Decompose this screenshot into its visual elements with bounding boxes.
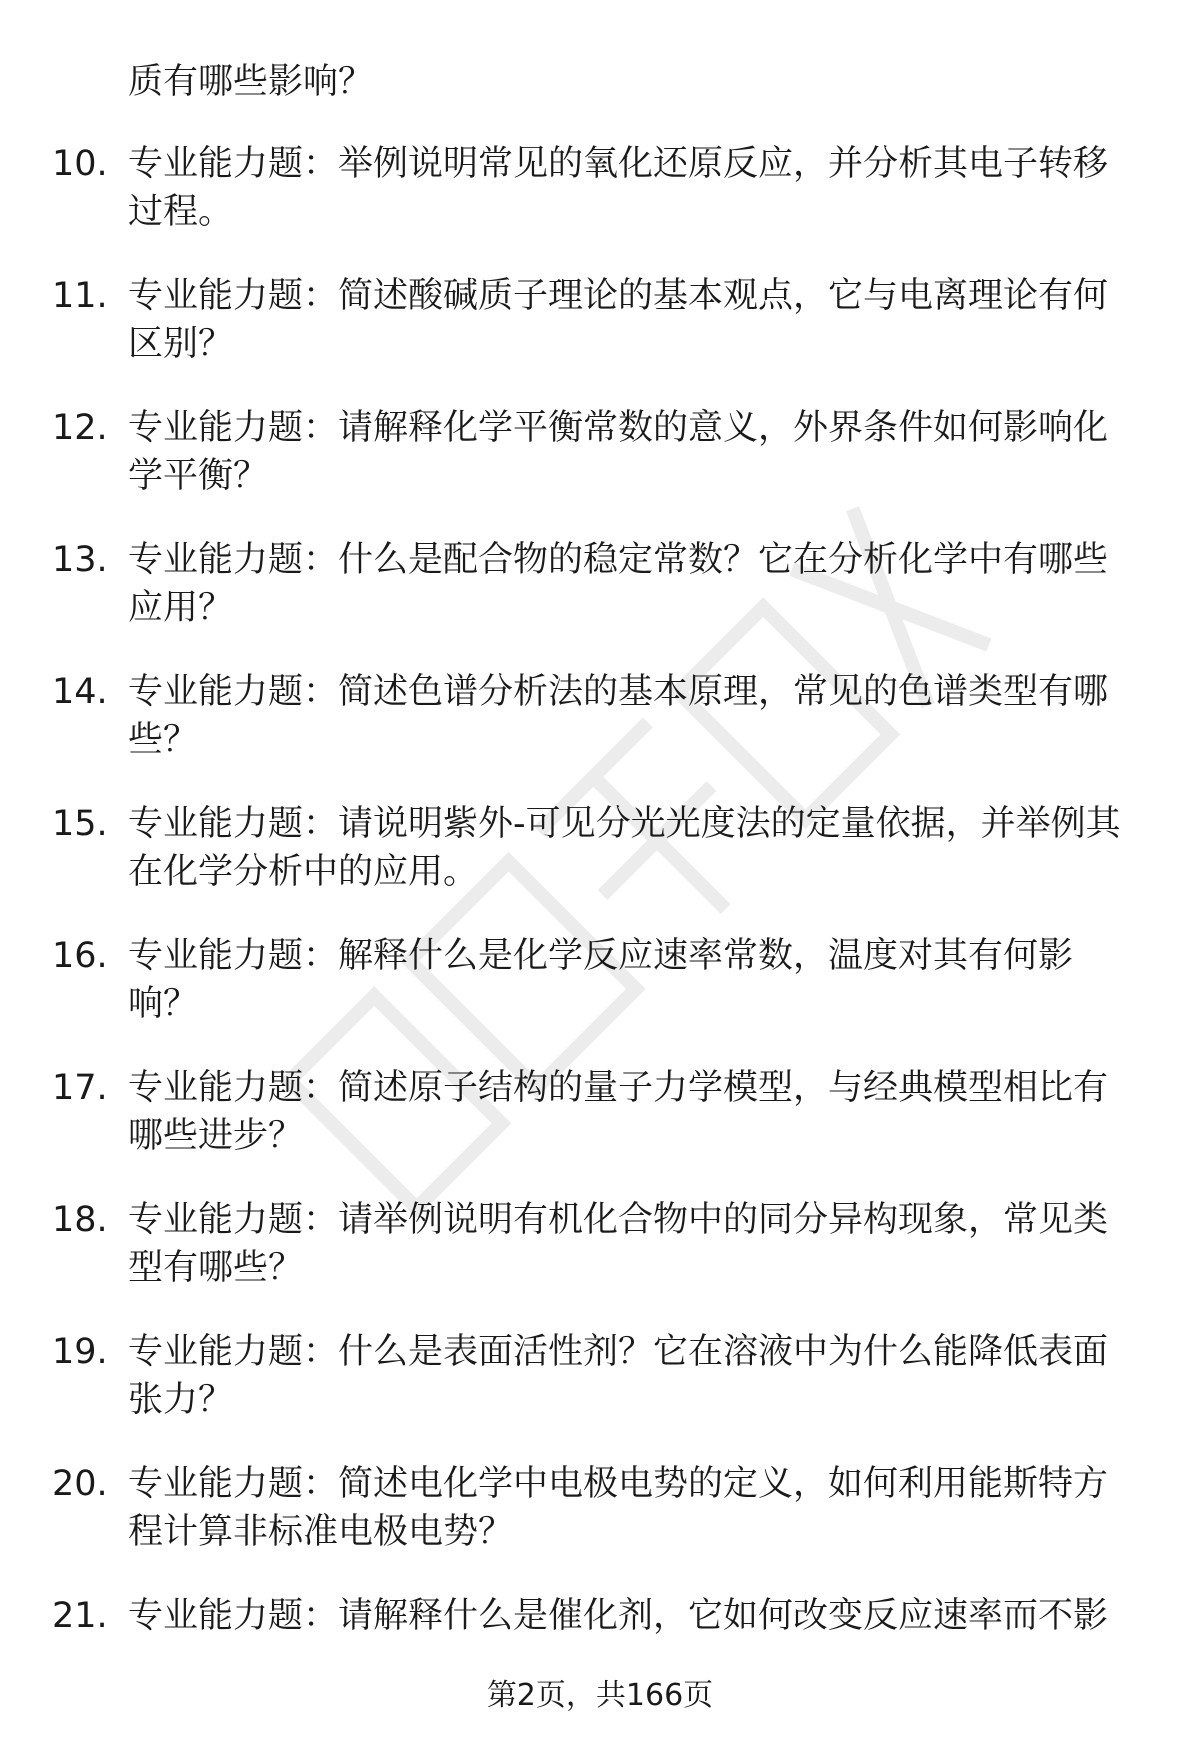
question-text (128, 1196, 1158, 1292)
question-list (0, 140, 1200, 1724)
question-text (128, 1064, 1158, 1160)
continuation-text: 质有哪些影响？ (128, 62, 374, 102)
question-text (128, 668, 1158, 764)
question-item (0, 272, 1200, 404)
question-text (128, 1592, 1158, 1640)
question-number: 21. (52, 1596, 108, 1636)
question-number: 11. (52, 276, 108, 316)
question-line: 学平衡？ (128, 456, 269, 496)
question-number: 16. (52, 936, 108, 976)
question-text (128, 272, 1158, 368)
page-footer: 第2页，共166页 (486, 1678, 714, 1713)
question-number: 18. (52, 1200, 108, 1240)
question-text (128, 1460, 1158, 1556)
question-number: 13. (52, 540, 108, 580)
question-line: 专业能力题：举例说明常见的氧化还原反应，并分析其电子转移 (128, 144, 1109, 184)
question-item (0, 536, 1200, 668)
question-text (128, 800, 1158, 896)
question-line: 专业能力题：请解释化学平衡常数的意义，外界条件如何影响化 (128, 408, 1109, 448)
question-number: 14. (52, 672, 108, 712)
question-text (128, 932, 1158, 1028)
question-line: 专业能力题：什么是表面活性剂？它在溶液中为什么能降低表面 (128, 1332, 1109, 1372)
question-line: 专业能力题：简述电化学中电极电势的定义，如何利用能斯特方 (128, 1464, 1109, 1504)
question-line: 张力？ (128, 1380, 234, 1420)
question-line: 专业能力题：解释什么是化学反应速率常数，温度对其有何影 (128, 936, 1074, 976)
question-item (0, 140, 1200, 272)
question-line: 专业能力题：请说明紫外-可见分光光度法的定量依据，并举例其 (128, 804, 1121, 844)
question-text (128, 536, 1158, 632)
question-text (128, 140, 1158, 236)
question-item (0, 1460, 1200, 1592)
question-line: 型有哪些？ (128, 1248, 304, 1288)
question-item (0, 668, 1200, 800)
question-line: 专业能力题：请解释什么是催化剂，它如何改变反应速率而不影 (128, 1596, 1109, 1636)
question-item (0, 404, 1200, 536)
question-line: 专业能力题：简述酸碱质子理论的基本观点，它与电离理论有何 (128, 276, 1109, 316)
question-item (0, 1064, 1200, 1196)
question-line: 过程。 (128, 192, 234, 232)
question-line: 程计算非标准电极电势？ (128, 1512, 514, 1552)
question-line: 应用？ (128, 588, 234, 628)
question-number: 20. (52, 1464, 108, 1504)
question-item (0, 932, 1200, 1064)
question-number: 12. (52, 408, 108, 448)
question-number: 10. (52, 144, 108, 184)
question-number: 19. (52, 1332, 108, 1372)
question-line: 区别？ (128, 324, 234, 364)
question-text (128, 1328, 1158, 1424)
question-line: 专业能力题：简述色谱分析法的基本原理，常见的色谱类型有哪 (128, 672, 1109, 712)
question-text (128, 404, 1158, 500)
question-line: 专业能力题：请举例说明有机化合物中的同分异构现象，常见类 (128, 1200, 1109, 1240)
question-line: 在化学分析中的应用。 (128, 852, 479, 892)
question-line: 响？ (128, 984, 199, 1024)
question-number: 15. (52, 804, 108, 844)
question-line: 专业能力题：简述原子结构的量子力学模型，与经典模型相比有 (128, 1068, 1109, 1108)
question-item (0, 1328, 1200, 1460)
question-item (0, 1196, 1200, 1328)
question-line: 些？ (128, 720, 199, 760)
question-line: 哪些进步？ (128, 1116, 304, 1156)
question-number: 17. (52, 1068, 108, 1108)
question-line: 专业能力题：什么是配合物的稳定常数？它在分析化学中有哪些 (128, 540, 1109, 580)
question-item (0, 800, 1200, 932)
